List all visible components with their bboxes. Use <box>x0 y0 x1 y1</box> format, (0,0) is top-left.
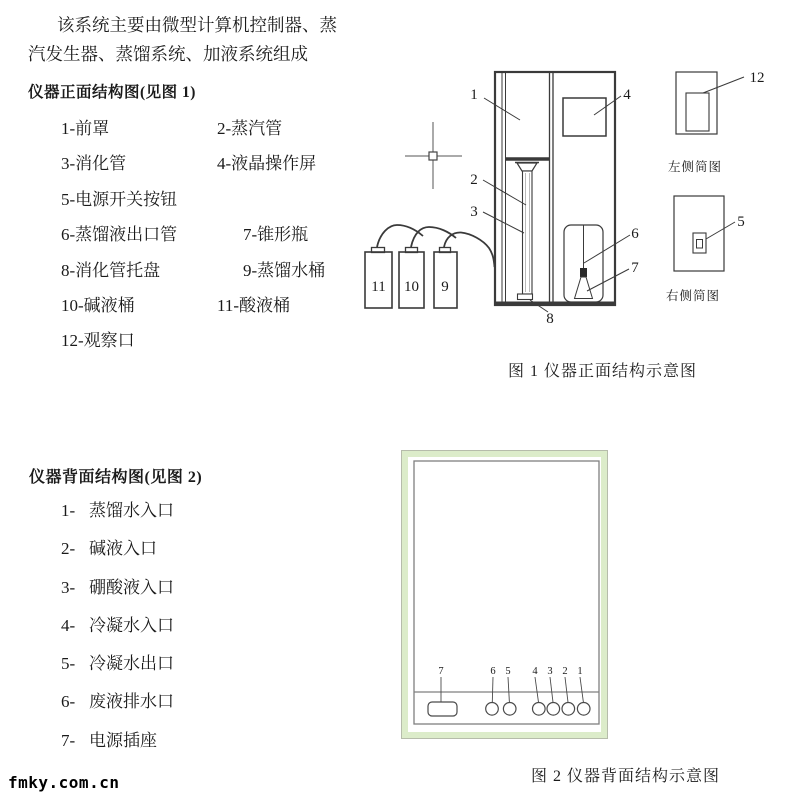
feed-tube <box>444 232 495 267</box>
legend-number: 4- <box>61 615 76 635</box>
legend-row <box>61 578 174 616</box>
callout-5: 5 <box>737 214 745 230</box>
callout-9: 9 <box>441 279 449 295</box>
legend-row <box>61 616 174 654</box>
observation-window <box>686 93 709 131</box>
front-section-heading: 仪器正面结构图(见图 1) <box>28 84 196 101</box>
callout-5: 5 <box>505 666 511 677</box>
legend-number: 5- <box>61 654 76 674</box>
port-2 <box>562 703 575 716</box>
legend-row <box>28 153 338 188</box>
legend-item: 2-蒸汽管 <box>217 119 283 138</box>
legend-item: 废液排水口 <box>89 692 174 712</box>
callout-1: 1 <box>470 87 478 103</box>
left-side-sketch <box>676 72 744 134</box>
legend-item: 5-电源开关按钮 <box>61 189 178 209</box>
legend-item: 6-蒸馏液出口管 <box>61 225 178 245</box>
legend-item: 8-消化管托盘 <box>61 260 161 280</box>
intro-paragraph <box>28 11 364 69</box>
power-socket <box>428 702 457 716</box>
legend-item: 冷凝水出口 <box>89 654 174 674</box>
callout-3: 3 <box>547 666 553 677</box>
port-3 <box>547 703 560 716</box>
cabinet-outline <box>495 72 615 305</box>
legend-item: 碱液入口 <box>89 539 157 559</box>
legend-row <box>61 692 174 730</box>
back-parts-legend <box>61 501 174 769</box>
intro-line-2: 汽发生器、蒸馏系统、加液系统组成 <box>28 44 308 64</box>
legend-number: 1- <box>61 501 76 520</box>
legend-item: 冷凝水入口 <box>89 615 174 635</box>
legend-row <box>28 295 338 330</box>
legend-row <box>28 189 338 224</box>
legend-row <box>61 539 174 577</box>
right-sketch-caption: 右侧简图 <box>666 289 721 303</box>
legend-row <box>61 731 174 769</box>
back-panel-outline <box>414 461 599 724</box>
legend-item: 4-液晶操作屏 <box>217 154 317 174</box>
digestion-tube <box>515 163 539 300</box>
left-sketch-caption: 左侧简图 <box>668 160 723 174</box>
callout-11: 11 <box>371 279 386 295</box>
legend-item: 7-锥形瓶 <box>243 225 309 245</box>
callout-2: 2 <box>470 172 478 188</box>
legend-item: 10-碱液桶 <box>61 295 135 315</box>
legend-item: 12-观察口 <box>61 331 135 351</box>
power-switch <box>693 233 706 253</box>
legend-item: 1-前罩 <box>61 119 110 138</box>
figure2-back-panel-diagram <box>401 450 608 739</box>
legend-item: 硼酸液入口 <box>89 577 174 597</box>
callout-4: 4 <box>623 87 631 103</box>
legend-item: 3-消化管 <box>61 154 127 174</box>
legend-number: 6- <box>61 692 76 712</box>
port-5 <box>503 703 516 716</box>
conical-flask <box>575 277 593 299</box>
callout-4: 4 <box>532 666 538 677</box>
callout-7: 7 <box>438 666 444 677</box>
port-1 <box>577 703 590 716</box>
callout-8: 8 <box>546 311 554 327</box>
port-6 <box>486 703 499 716</box>
port-4 <box>533 703 546 716</box>
lcd-panel <box>563 98 606 136</box>
legend-row <box>28 330 338 365</box>
feed-tube <box>377 225 423 247</box>
legend-item: 11-酸液桶 <box>217 295 291 315</box>
callout-10: 10 <box>404 279 419 295</box>
legend-row <box>28 224 338 259</box>
legend-number: 3- <box>61 577 76 597</box>
legend-row <box>28 118 338 153</box>
legend-row <box>61 654 174 692</box>
legend-row <box>61 501 174 539</box>
legend-item: 蒸馏水入口 <box>89 501 174 520</box>
legend-item: 9-蒸馏水桶 <box>243 260 326 280</box>
flask-compartment <box>564 225 603 302</box>
front-parts-legend <box>28 118 338 366</box>
callout-6: 6 <box>631 226 639 242</box>
reagent-bottles <box>365 225 495 308</box>
legend-row <box>28 260 338 295</box>
legend-number: 7- <box>61 730 76 750</box>
crosshair-cursor-icon <box>405 122 462 189</box>
outlet-connector <box>580 268 587 277</box>
callout-1: 1 <box>577 666 583 677</box>
callout-6: 6 <box>490 666 496 677</box>
callout-12: 12 <box>749 70 765 86</box>
figure1-front-structure-diagram <box>358 48 798 348</box>
back-section-heading: 仪器背面结构图(见图 2) <box>29 469 203 486</box>
legend-number: 2- <box>61 539 76 559</box>
callout-2: 2 <box>562 666 568 677</box>
site-watermark: fmky.com.cn <box>8 773 120 792</box>
legend-item: 电源插座 <box>89 730 157 750</box>
figure2-caption: 图 2 仪器背面结构示意图 <box>531 768 721 785</box>
right-side-sketch <box>674 196 735 271</box>
callout-3: 3 <box>470 204 478 220</box>
figure1-caption: 图 1 仪器正面结构示意图 <box>508 363 698 380</box>
callout-7: 7 <box>631 260 639 276</box>
intro-line-1: 该系统主要由微型计算机控制器、蒸 <box>57 15 337 35</box>
